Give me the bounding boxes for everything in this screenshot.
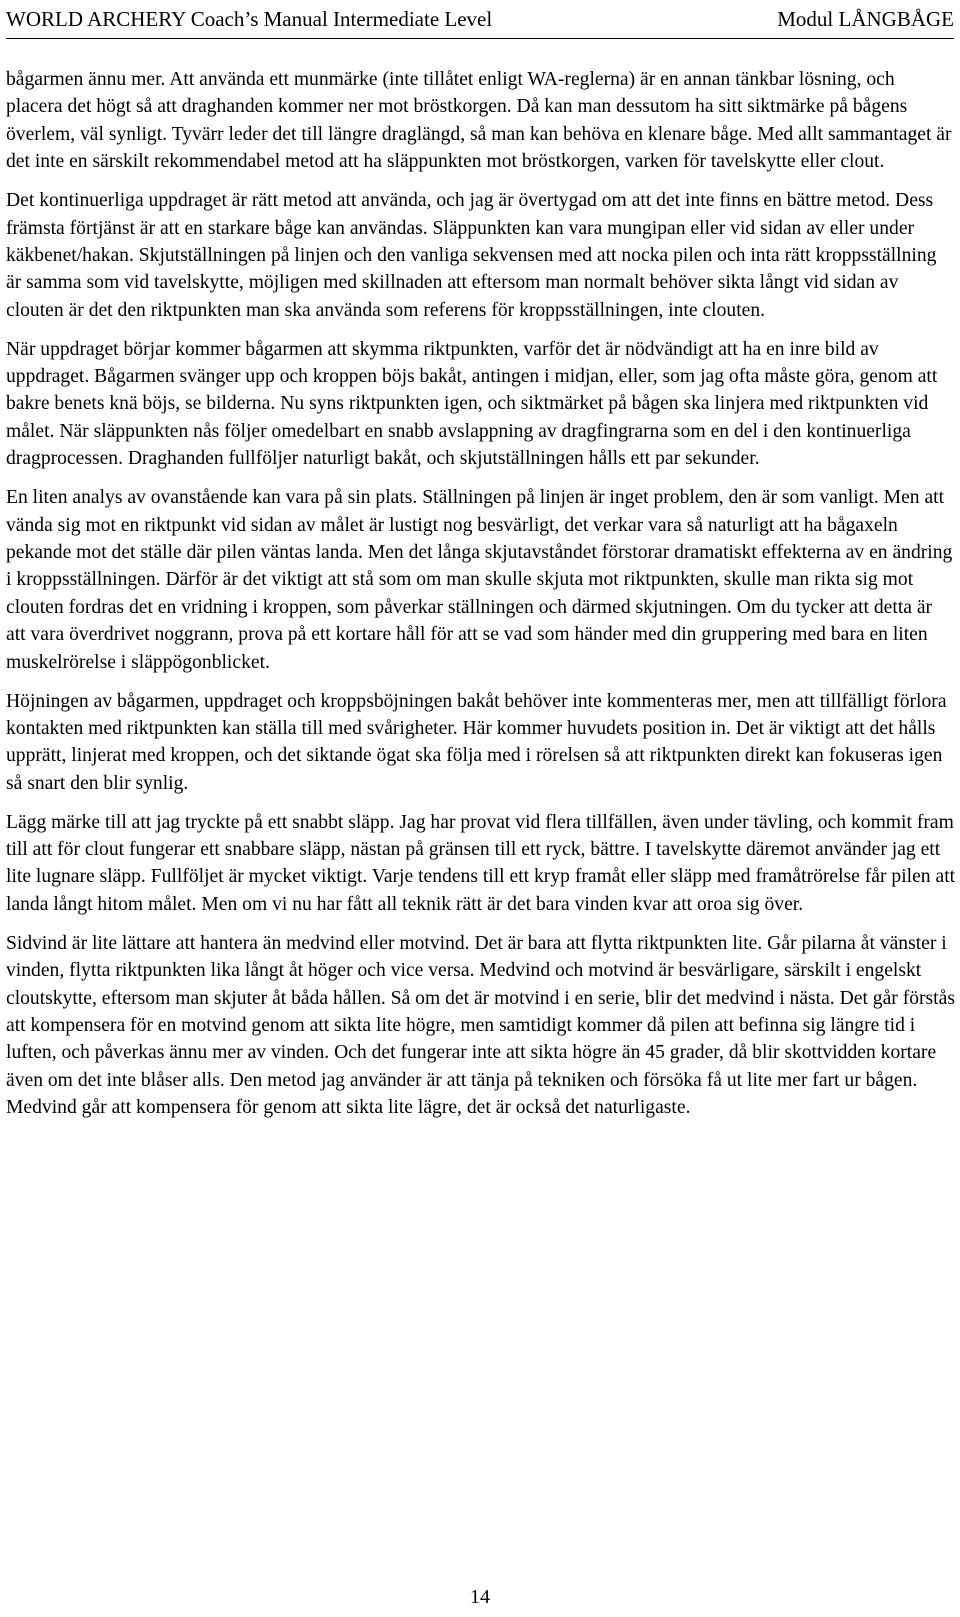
page-header (6, 4, 954, 34)
paragraph: bågarmen ännu mer. Att använda ett munmärke (inte tillåtet enligt WA-reglerna) är en annan tänkbar lösning, och placera det högt så att draghanden kommer ner mot bröstkorgen. Då kan man dessutom ha sitt siktmärke på bågens överlem, väl synligt. Tyvärr leder det till längre draglängd, så man kan behöva en klenare båge. Med allt sammantaget är det inte en särskilt rekommendabel metod att ha släppunkten mot bröstkorgen, varken för tavelskytte eller clout. (6, 69, 952, 173)
paragraph: När uppdraget börjar kommer bågarmen att skymma riktpunkten, varför det är nödvändigt att ha en inre bild av uppdraget. Bågarmen svänger upp och kroppen böjs bakåt, antingen i midjan, eller, som jag ofta måste göra, genom att bakre benets knä böjs, se bilderna. Nu syns riktpunkten igen, och siktmärket på bågen ska linjera med riktpunkten vid målet. När släppunkten nås följer omedelbart en snabb avslappning av dragfingrarna som en del i den kontinuerliga dragprocessen. Draghanden fullföljer naturligt bakåt, och skjutställningen hålls ett par sekunder. (6, 338, 938, 470)
header-divider (6, 38, 954, 39)
paragraph: Höjningen av bågarmen, uppdraget och kroppsböjningen bakåt behöver inte kommenteras mer, men att tillfälligt förlora kontakten med riktpunkten kan ställa till med svårigheter. Här kommer huvudets position in. Det är viktigt att det hålls upprätt, linjerat med kroppen, och det siktande ögat ska följa med i rörelsen så att riktpunkten direkt kan fokuseras igen så snart den blir synlig. (6, 690, 947, 794)
header-title: WORLD ARCHERY Coach’s Manual Intermediate Level (6, 7, 493, 31)
header-module: Modul LÅNGBÅGE (777, 7, 954, 31)
paragraph: Det kontinuerliga uppdraget är rätt metod att använda, och jag är övertygad om att det inte finns en bättre metod. Dess främsta förtjänst är att en starkare båge kan användas. Släppunkten kan vara mungipan eller vid sidan av eller under käkbenet/hakan. Skjutställningen på linjen och den vanliga sekvensen med att nocka pilen och inta rätt kroppsställning är samma som vid tavelskytte, möjligen med skillnaden att eftersom man normalt behöver sikta långt vid sidan av clouten är det den riktpunkten man ska använda som referens för kroppsställningen, inte clouten. (6, 190, 937, 321)
paragraph: Sidvind är lite lättare att hantera än medvind eller motvind. Det är bara att flytta riktpunkten lite. Går pilarna åt vänster i vinden, flytta riktpunkten lika långt åt höger och vice versa. Medvind och motvind är besvärligare, särskilt i engelskt cloutskytte, eftersom man skjuter åt båda hållen. Så om det är motvind i en serie, blir det medvind i nästa. Det går förstås att kompensera för en motvind genom att sikta lite högre, men samtidigt kommer då pilen att befinna sig längre tid i luften, och påverkas ännu mer av vinden. Och det fungerar inte att sikta högre än 45 grader, då blir skottvidden kortare även om det inte blåser alls. Den metod jag använder är att tänja på tekniken och försöka få ut lite mer fart ur bågen. Medvind går att kompensera för genom att sikta lite lägre, det är också det naturligaste. (6, 932, 955, 1119)
page-number: 14 (470, 1586, 490, 1608)
paragraph: Lägg märke till att jag tryckte på ett snabbt släpp. Jag har provat vid flera tillfällen, även under tävling, och kommit fram till att för clout fungerar ett snabbare släpp, nästan på gränsen till ett ryck, bättre. I tavelskytte däremot använder jag ett lite lugnare släpp. Fullföljet är mycket viktigt. Varje tendens till ett kryp framåt eller släpp med framåtrörelse får pilen att landa långt hitom målet. Men om vi nu har fått all teknik rätt är det bara vinden kvar att oroa sig över. (6, 811, 956, 915)
body-text (6, 66, 956, 1133)
paragraph: En liten analys av ovanstående kan vara på sin plats. Ställningen på linjen är inget problem, den är som vanligt. Men att vända sig mot en riktpunkt vid sidan av målet är lustigt nog besvärligt, det verkar vara så naturligt att ha bågaxeln pekande mot det ställe där pilen väntas landa. Men det långa skjutavståndet förstorar dramatiskt effekterna av en ändring i kroppsställningen. Därför är det viktigt att stå som om man skulle skjuta mot riktpunkten, skulle man rikta sig mot clouten fordras det en vridning i kroppen, som påverkar ställningen och därmed skjutningen. Om du tycker att detta är att vara överdrivet noggrann, prova på ett kortare håll för att se vad som händer med din gruppering med bara en liten muskelrörelse i släppögonblicket. (6, 487, 953, 673)
